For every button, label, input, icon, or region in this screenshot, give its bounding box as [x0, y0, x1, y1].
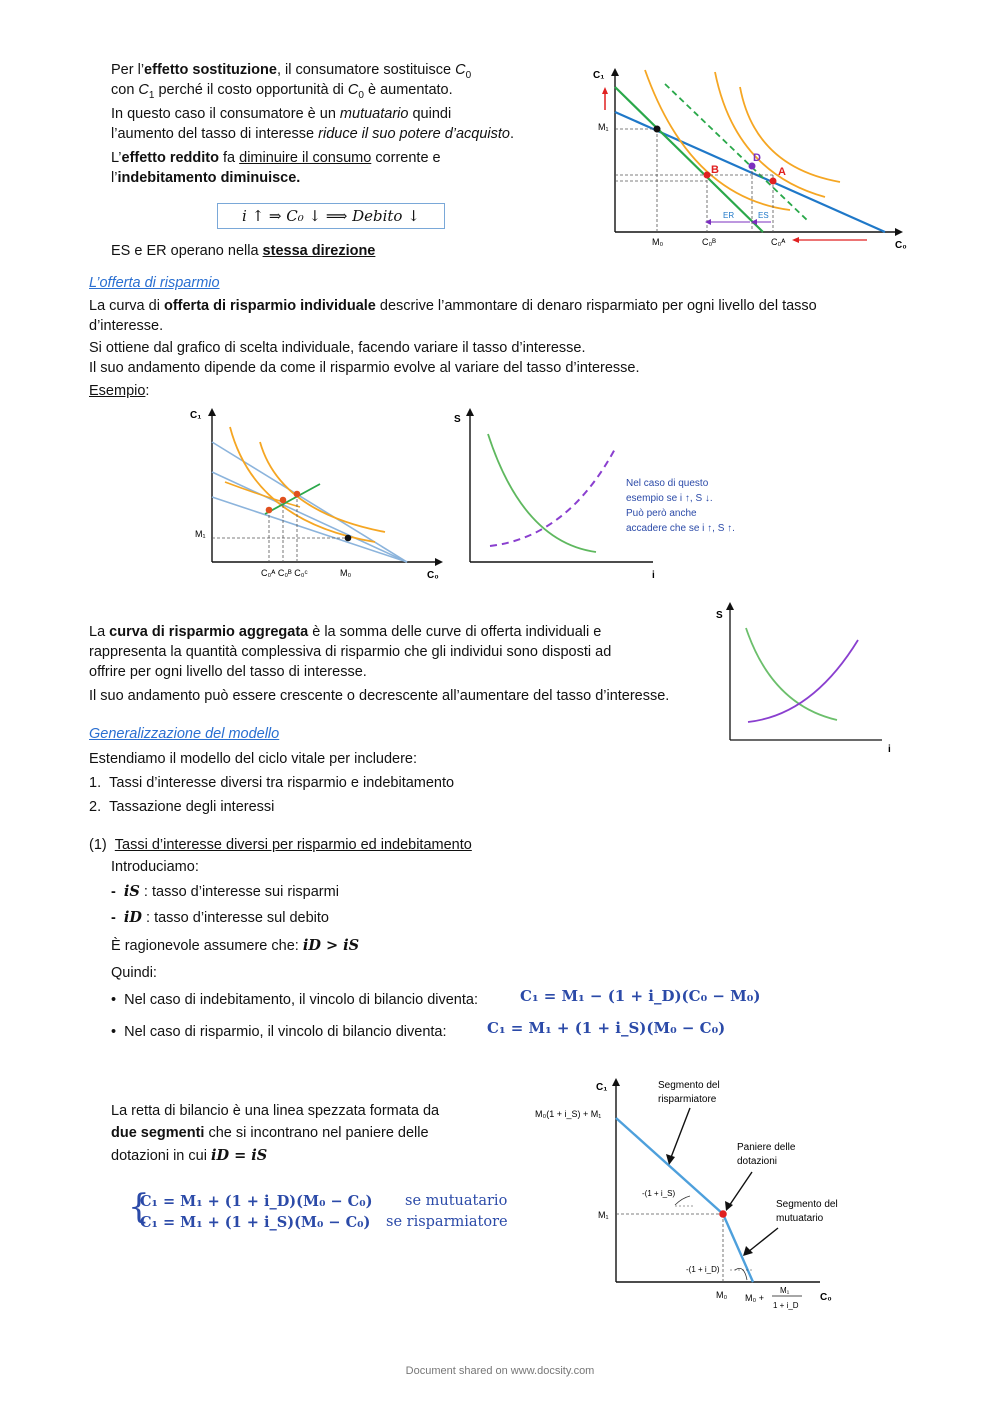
note-line: Può però anche [626, 508, 697, 519]
system-eq-2: C₁ = M₁ + (1 + i_S)(M₀ − C₀) [140, 1214, 371, 1231]
list-item: 1. Tassi d’interesse diversi tra risparmio e indebitamento [89, 775, 455, 791]
text-line: La curva di offerta di risparmio individuale descrive l’ammontare di denaro risparmiato per ogni livello del tasso [89, 298, 817, 314]
text-line: Per l’effetto sostituzione, il consumatore sostituisce $C_0$ [111, 62, 472, 81]
c0a-label: C₀ᴬ [771, 237, 786, 247]
point-d-label: D [753, 152, 761, 164]
system-label-2: se risparmiatore [386, 1214, 508, 1230]
callout-text: mutuatario [776, 1213, 824, 1224]
text-line: Quindi: [111, 965, 157, 981]
system-label-1: se mutuatario [405, 1193, 508, 1209]
footer-text: Document shared on www.docsity.com [405, 1365, 595, 1377]
m1-label: M₁ [195, 529, 206, 539]
text-line: La retta di bilancio è una linea spezzata formata da [111, 1103, 440, 1119]
text-line: L’effetto reddito fa diminuire il consumo corrente e [111, 150, 441, 166]
point-b-label: B [711, 164, 719, 176]
text-line: Il suo andamento può essere crescente o decrescente all’aumentare del tasso d’interesse. [89, 688, 670, 704]
frac-num: M₁ [780, 1286, 790, 1295]
endowment-point [719, 1210, 727, 1218]
figure-individual-savings-curve [448, 402, 748, 584]
y-axis-label: C₁ [593, 70, 605, 81]
section-heading-offerta: L’offerta di risparmio [89, 275, 220, 291]
point-a [770, 178, 777, 185]
formula-box: i ↑ ⇒ C₀ ↓ ⟹ Debito ↓ [217, 203, 445, 229]
system-eq-1: C₁ = M₁ + (1 + i_D)(M₀ − C₀) [140, 1193, 373, 1210]
callout-text: dotazioni [737, 1156, 778, 1167]
callout-text: Paniere delle [737, 1142, 796, 1153]
m1-label: M₁ [598, 1210, 609, 1220]
text-line: ES e ER operano nella stessa direzione [111, 243, 376, 259]
ticks-label: C₀ᴬ C₀ᴮ C₀ᶜ [261, 568, 308, 578]
y-axis-label: S [716, 610, 723, 621]
figure-kinked-budget-line [530, 1070, 860, 1315]
text-line: In questo caso il consumatore è un mutuatario quindi [111, 106, 452, 122]
c0b-label: C₀ᴮ [702, 237, 716, 247]
m1-label: M₁ [598, 122, 609, 132]
x-axis-label: i [888, 744, 891, 755]
m0-label: M₀ [340, 568, 352, 578]
y-axis-label: C₁ [190, 410, 202, 421]
bullet-item: • Nel caso di indebitamento, il vincolo di bilancio diventa: [111, 992, 478, 1008]
callout-text: risparmiatore [658, 1094, 717, 1105]
er-label: ER [723, 211, 735, 220]
text-line: offrire per ogni livello del tasso di interesse. [89, 664, 367, 680]
figure-aggregate-savings-curve [712, 600, 902, 760]
figure-savings-choice [185, 402, 450, 584]
m0-label: M₀ [716, 1290, 728, 1300]
equation-saving: C₁ = M₁ + (1 + i_S)(M₀ − C₀) [487, 1019, 726, 1037]
xend-label: M₀ + [745, 1293, 764, 1303]
subsection-title: (1) Tassi d’interesse diversi per risparmio ed indebitamento [89, 837, 472, 853]
text-line: rappresenta la quantità complessiva di risparmio che gli individui sono disposti ad [89, 644, 612, 660]
text-line: l’indebitamento diminuisce. [111, 170, 301, 186]
x-axis-label: i [652, 570, 655, 581]
point-b [704, 172, 711, 179]
text-line: È ragionevole assumere che: iD > iS [111, 937, 360, 954]
m0-label: M₀ [652, 237, 664, 247]
y-axis-label: S [454, 414, 461, 425]
note-line: Nel caso di questo [626, 478, 709, 489]
slope-s-label: -(1 + i_S) [642, 1189, 676, 1198]
bullet-item: • Nel caso di risparmio, il vincolo di bilancio diventa: [111, 1024, 447, 1040]
x-axis-label: C₀ [427, 570, 439, 581]
text-line: Introduciamo: [111, 859, 199, 875]
text-line: La curva di risparmio aggregata è la somma delle curve di offerta individuali e [89, 624, 602, 640]
y-axis-label: C₁ [596, 1082, 608, 1093]
text-line: Esempio: [89, 383, 150, 399]
slope-d-label: -(1 + i_D) [686, 1265, 720, 1274]
note-line: accadere che se i ↑, S ↑. [626, 523, 735, 534]
text-line: Si ottiene dal grafico di scelta individuale, facendo variare il tasso d’interesse. [89, 340, 586, 356]
endowment-point [654, 126, 661, 133]
text-line: Estendiamo il modello del ciclo vitale per includere: [89, 751, 418, 767]
figure-substitution-income-effect [585, 62, 915, 257]
callout-text: Segmento del [658, 1080, 720, 1091]
es-label: ES [758, 211, 769, 220]
text-line: l’aumento del tasso di interesse riduce il suo potere d’acquisto. [111, 126, 515, 142]
text-line: due segmenti che si incontrano nel paniere delle [111, 1125, 429, 1141]
text-line: d’interesse. [89, 318, 164, 334]
list-item: 2. Tassazione degli interessi [89, 799, 275, 815]
callout-text: Segmento del [776, 1199, 838, 1210]
text-line: Il suo andamento dipende da come il risparmio evolve al variare del tasso d’interesse. [89, 360, 640, 376]
x-axis-label: C₀ [895, 240, 907, 251]
equation-borrowing: C₁ = M₁ − (1 + i_D)(C₀ − M₀) [520, 987, 761, 1005]
x-axis-label: C₀ [820, 1292, 832, 1303]
ytop-label: M₀(1 + i_S) + M₁ [535, 1109, 602, 1119]
text-line: con $C_1$ perché il costo opportunità di $C_0$ è aumentato. [111, 82, 453, 101]
text-line: dotazioni in cui iD = iS [111, 1147, 268, 1164]
brace-icon: { [128, 1187, 150, 1227]
frac-den: 1 + i_D [773, 1301, 799, 1310]
point-a-label: A [778, 166, 786, 178]
section-heading-generalizzazione: Generalizzazione del modello [89, 726, 280, 742]
note-line: esempio se i ↑, S ↓. [626, 493, 713, 504]
definition-id: - iD : tasso d’interesse sul debito [111, 909, 329, 926]
definition-is: - iS : tasso d’interesse sui risparmi [111, 883, 339, 900]
